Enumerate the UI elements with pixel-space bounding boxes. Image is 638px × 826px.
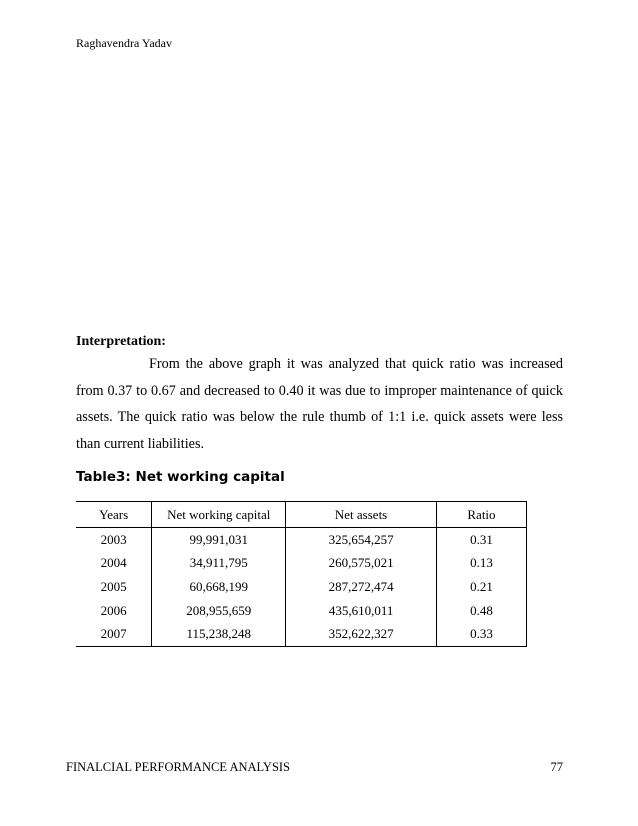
cell-net-assets: 352,622,327	[286, 622, 437, 646]
table-header-row	[76, 502, 527, 528]
table-row	[76, 552, 527, 576]
page-number: 77	[550, 760, 563, 774]
cell-ratio: 0.21	[436, 575, 526, 599]
interpretation-text: From the above graph it was analyzed that quick ratio was increased from 0.37 to 0.67 and decreased to 0.40 it was due to improper maintenance of quick assets. The quick ratio was below the rule thumb of 1:1 i.e. quick assets were less than current liabilities.	[76, 356, 563, 452]
cell-net-working-capital: 34,911,795	[152, 552, 286, 576]
interpretation-heading: Interpretation:	[76, 334, 166, 349]
column-header-years: Years	[76, 502, 152, 528]
header-author: Raghavendra Yadav	[76, 36, 172, 50]
footer-title: FINALCIAL PERFORMANCE ANALYSIS	[66, 760, 291, 774]
table-row	[76, 599, 527, 623]
table-row	[76, 622, 527, 646]
cell-ratio: 0.48	[436, 599, 526, 623]
table-title: Table3: Net working capital	[76, 469, 285, 485]
cell-net-working-capital: 99,991,031	[152, 528, 286, 552]
cell-year: 2004	[100, 555, 127, 571]
cell-year: 2003	[100, 531, 127, 547]
cell-ratio: 0.33	[436, 622, 526, 646]
column-header-net-working-capital: Net working capital	[152, 502, 286, 528]
cell-net-working-capital: 208,955,659	[152, 599, 286, 623]
column-header-net-assets: Net assets	[286, 502, 437, 528]
cell-net-assets: 287,272,474	[286, 575, 437, 599]
column-header-ratio: Ratio	[436, 502, 526, 528]
cell-year: 2005	[100, 578, 127, 594]
cell-net-assets: 325,654,257	[286, 528, 437, 552]
net-working-capital-table	[76, 501, 527, 647]
table-row	[76, 575, 527, 599]
cell-ratio: 0.13	[436, 552, 526, 576]
interpretation-paragraph	[76, 351, 563, 457]
cell-net-working-capital: 115,238,248	[152, 622, 286, 646]
cell-year: 2006	[100, 602, 127, 618]
table-row	[76, 528, 527, 552]
cell-net-assets: 260,575,021	[286, 552, 437, 576]
cell-net-assets: 435,610,011	[286, 599, 437, 623]
cell-year: 2007	[76, 622, 152, 646]
cell-ratio: 0.31	[436, 528, 526, 552]
cell-net-working-capital: 60,668,199	[152, 575, 286, 599]
